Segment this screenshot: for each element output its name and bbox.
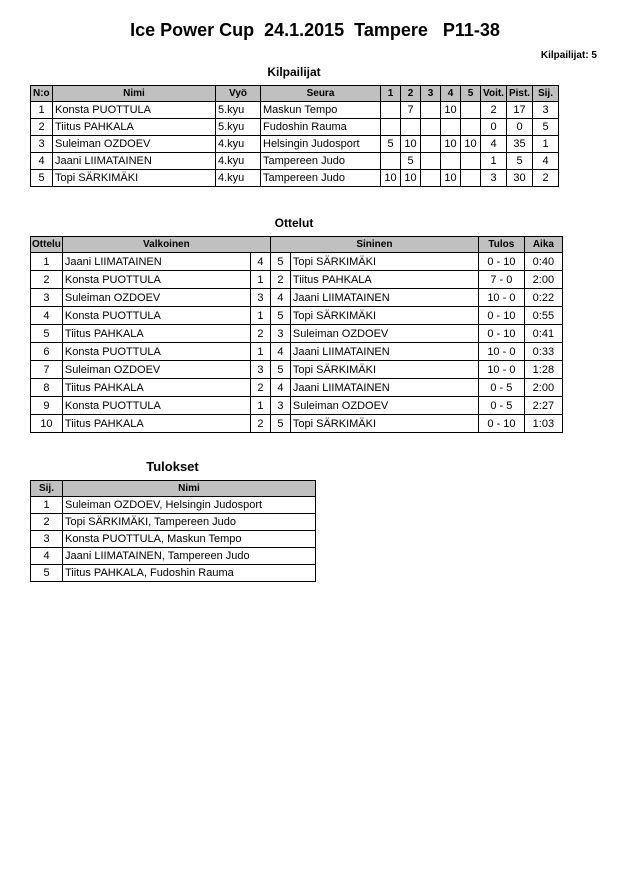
cell-sininen-num: 5 (270, 361, 290, 379)
table-row (31, 307, 563, 325)
cell-valkoinen-num: 4 (250, 253, 270, 271)
cell-nimi: Konsta PUOTTULA (53, 102, 216, 119)
cell-seura: Fudoshin Rauma (261, 119, 381, 136)
cell-sininen: Topi SÄRKIMÄKI (290, 253, 478, 271)
cell-sininen-num: 4 (270, 289, 290, 307)
cell-pist: 30 (507, 170, 533, 187)
cell-vyo: 5.kyu (216, 119, 261, 136)
table-row (31, 565, 316, 582)
cell-nimi: Jaani LIIMATAINEN, Tampereen Judo (63, 548, 316, 565)
cell-voit: 0 (481, 119, 507, 136)
cell-ottelu: 6 (31, 343, 63, 361)
header-ottelu: Ottelu (31, 237, 63, 253)
table-row (31, 361, 563, 379)
cell-aika: 0:55 (524, 307, 562, 325)
cell-sininen-num: 5 (270, 415, 290, 433)
table-row (31, 531, 316, 548)
cell-tulos: 0 - 5 (478, 397, 524, 415)
header-match-2: 2 (401, 86, 421, 102)
cell-ottelu: 5 (31, 325, 63, 343)
header-vyo: Vyö (216, 86, 261, 102)
table-row (31, 289, 563, 307)
cell-nimi: Konsta PUOTTULA, Maskun Tempo (63, 531, 316, 548)
cell-ottelu: 1 (31, 253, 63, 271)
cell-match-5 (461, 170, 481, 187)
cell-match-1 (381, 119, 401, 136)
cell-valkoinen: Suleiman OZDOEV (62, 361, 250, 379)
cell-no: 3 (31, 136, 53, 153)
cell-valkoinen: Tiitus PAHKALA (62, 379, 250, 397)
table-row (31, 119, 559, 136)
cell-valkoinen: Konsta PUOTTULA (62, 271, 250, 289)
page-title: Ice Power Cup 24.1.2015 Tampere P11-38 (130, 20, 500, 40)
cell-seura: Tampereen Judo (261, 170, 381, 187)
table-row (31, 253, 563, 271)
cell-sij: 2 (31, 514, 63, 531)
header-nimi: Nimi (63, 481, 316, 497)
cell-match-1 (381, 153, 401, 170)
table-row (31, 170, 559, 187)
results-table (30, 480, 316, 582)
cell-valkoinen: Tiitus PAHKALA (62, 325, 250, 343)
cell-aika: 1:28 (524, 361, 562, 379)
cell-match-5: 10 (461, 136, 481, 153)
results-table-header (31, 481, 316, 497)
header-match-1: 1 (381, 86, 401, 102)
table-row (31, 548, 316, 565)
cell-valkoinen: Tiitus PAHKALA (62, 415, 250, 433)
table-row (31, 415, 563, 433)
cell-valkoinen: Jaani LIIMATAINEN (62, 253, 250, 271)
cell-sininen: Suleiman OZDOEV (290, 397, 478, 415)
cell-pist: 0 (507, 119, 533, 136)
cell-match-2: 7 (401, 102, 421, 119)
cell-aika: 2:27 (524, 397, 562, 415)
cell-valkoinen-num: 1 (250, 397, 270, 415)
cell-aika: 2:00 (524, 379, 562, 397)
cell-sininen-num: 5 (270, 307, 290, 325)
cell-sininen: Topi SÄRKIMÄKI (290, 307, 478, 325)
matches-section-heading: Ottelut (274, 216, 314, 230)
cell-no: 5 (31, 170, 53, 187)
table-row (31, 343, 563, 361)
table-row (31, 397, 563, 415)
header-sij: Sij. (533, 86, 559, 102)
cell-sij: 4 (31, 548, 63, 565)
cell-pist: 35 (507, 136, 533, 153)
cell-match-4: 10 (441, 102, 461, 119)
cell-aika: 1:03 (524, 415, 562, 433)
cell-sininen-num: 3 (270, 325, 290, 343)
competitors-table (30, 85, 559, 187)
competitors-section-heading: Kilpailijat (267, 65, 321, 79)
competitors-count-label: Kilpailijat: 5 (540, 50, 597, 61)
cell-match-5 (461, 153, 481, 170)
cell-pist: 17 (507, 102, 533, 119)
cell-match-3 (421, 153, 441, 170)
cell-pist: 5 (507, 153, 533, 170)
cell-match-1: 5 (381, 136, 401, 153)
header-sininen: Sininen (270, 237, 478, 253)
cell-match-4 (441, 153, 461, 170)
cell-ottelu: 8 (31, 379, 63, 397)
cell-voit: 4 (481, 136, 507, 153)
cell-tulos: 10 - 0 (478, 343, 524, 361)
cell-vyo: 5.kyu (216, 102, 261, 119)
cell-aika: 0:33 (524, 343, 562, 361)
cell-sininen: Tiitus PAHKALA (290, 271, 478, 289)
header-voit: Voit. (481, 86, 507, 102)
cell-match-4 (441, 119, 461, 136)
cell-sininen: Jaani LIIMATAINEN (290, 379, 478, 397)
cell-tulos: 7 - 0 (478, 271, 524, 289)
cell-nimi: Suleiman OZDOEV, Helsingin Judosport (63, 497, 316, 514)
cell-nimi: Topi SÄRKIMÄKI, Tampereen Judo (63, 514, 316, 531)
table-row (31, 497, 316, 514)
results-section-heading: Tulokset (146, 459, 199, 474)
cell-sininen: Suleiman OZDOEV (290, 325, 478, 343)
header-match-5: 5 (461, 86, 481, 102)
cell-sij: 5 (31, 565, 63, 582)
header-no: N:o (31, 86, 53, 102)
cell-ottelu: 3 (31, 289, 63, 307)
cell-match-5 (461, 102, 481, 119)
header-pist: Pist. (507, 86, 533, 102)
cell-no: 1 (31, 102, 53, 119)
header-sij: Sij. (31, 481, 63, 497)
cell-match-1 (381, 102, 401, 119)
cell-sininen-num: 2 (270, 271, 290, 289)
cell-valkoinen-num: 2 (250, 415, 270, 433)
cell-sininen: Jaani LIIMATAINEN (290, 343, 478, 361)
cell-valkoinen-num: 2 (250, 379, 270, 397)
cell-match-1: 10 (381, 170, 401, 187)
cell-match-3 (421, 119, 441, 136)
cell-ottelu: 2 (31, 271, 63, 289)
cell-aika: 0:40 (524, 253, 562, 271)
table-row (31, 153, 559, 170)
cell-match-4: 10 (441, 170, 461, 187)
cell-valkoinen: Konsta PUOTTULA (62, 397, 250, 415)
cell-nimi: Tiitus PAHKALA, Fudoshin Rauma (63, 565, 316, 582)
cell-sij: 3 (31, 531, 63, 548)
cell-seura: Maskun Tempo (261, 102, 381, 119)
cell-ottelu: 4 (31, 307, 63, 325)
table-row (31, 102, 559, 119)
cell-nimi: Suleiman OZDOEV (53, 136, 216, 153)
cell-sij: 1 (533, 136, 559, 153)
cell-sij: 5 (533, 119, 559, 136)
cell-sininen: Topi SÄRKIMÄKI (290, 415, 478, 433)
cell-match-2: 10 (401, 170, 421, 187)
cell-vyo: 4.kyu (216, 136, 261, 153)
table-row (31, 136, 559, 153)
cell-valkoinen-num: 2 (250, 325, 270, 343)
cell-valkoinen-num: 3 (250, 289, 270, 307)
header-aika: Aika (524, 237, 562, 253)
cell-ottelu: 10 (31, 415, 63, 433)
cell-sij: 2 (533, 170, 559, 187)
cell-seura: Helsingin Judosport (261, 136, 381, 153)
cell-aika: 2:00 (524, 271, 562, 289)
cell-seura: Tampereen Judo (261, 153, 381, 170)
cell-tulos: 0 - 5 (478, 379, 524, 397)
cell-match-4: 10 (441, 136, 461, 153)
cell-sij: 1 (31, 497, 63, 514)
matches-table (30, 236, 563, 433)
cell-sininen-num: 3 (270, 397, 290, 415)
cell-valkoinen-num: 1 (250, 343, 270, 361)
cell-valkoinen: Konsta PUOTTULA (62, 343, 250, 361)
cell-valkoinen: Konsta PUOTTULA (62, 307, 250, 325)
cell-match-2 (401, 119, 421, 136)
cell-match-3 (421, 170, 441, 187)
cell-match-5 (461, 119, 481, 136)
cell-valkoinen-num: 3 (250, 361, 270, 379)
cell-sininen: Jaani LIIMATAINEN (290, 289, 478, 307)
cell-sininen-num: 4 (270, 379, 290, 397)
cell-tulos: 10 - 0 (478, 361, 524, 379)
table-row (31, 325, 563, 343)
cell-voit: 3 (481, 170, 507, 187)
cell-ottelu: 9 (31, 397, 63, 415)
header-row (31, 481, 316, 497)
cell-match-3 (421, 102, 441, 119)
header-nimi: Nimi (53, 86, 216, 102)
cell-tulos: 0 - 10 (478, 253, 524, 271)
cell-sij: 3 (533, 102, 559, 119)
cell-nimi: Topi SÄRKIMÄKI (53, 170, 216, 187)
header-valkoinen: Valkoinen (62, 237, 270, 253)
cell-tulos: 0 - 10 (478, 415, 524, 433)
cell-sininen-num: 5 (270, 253, 290, 271)
table-row (31, 514, 316, 531)
matches-table-header (31, 237, 563, 253)
header-tulos: Tulos (478, 237, 524, 253)
competitors-table-header (31, 86, 559, 102)
cell-vyo: 4.kyu (216, 170, 261, 187)
table-row (31, 271, 563, 289)
header-match-3: 3 (421, 86, 441, 102)
cell-vyo: 4.kyu (216, 153, 261, 170)
cell-voit: 2 (481, 102, 507, 119)
cell-aika: 0:41 (524, 325, 562, 343)
cell-no: 2 (31, 119, 53, 136)
cell-aika: 0:22 (524, 289, 562, 307)
cell-tulos: 10 - 0 (478, 289, 524, 307)
cell-match-3 (421, 136, 441, 153)
cell-valkoinen-num: 1 (250, 307, 270, 325)
cell-valkoinen: Suleiman OZDOEV (62, 289, 250, 307)
cell-valkoinen-num: 1 (250, 271, 270, 289)
table-row (31, 379, 563, 397)
cell-tulos: 0 - 10 (478, 325, 524, 343)
cell-ottelu: 7 (31, 361, 63, 379)
cell-voit: 1 (481, 153, 507, 170)
header-seura: Seura (261, 86, 381, 102)
cell-match-2: 5 (401, 153, 421, 170)
cell-no: 4 (31, 153, 53, 170)
cell-tulos: 0 - 10 (478, 307, 524, 325)
cell-match-2: 10 (401, 136, 421, 153)
cell-nimi: Tiitus PAHKALA (53, 119, 216, 136)
cell-sininen-num: 4 (270, 343, 290, 361)
header-row (31, 86, 559, 102)
header-row (31, 237, 563, 253)
cell-sininen: Topi SÄRKIMÄKI (290, 361, 478, 379)
cell-sij: 4 (533, 153, 559, 170)
header-match-4: 4 (441, 86, 461, 102)
cell-nimi: Jaani LIIMATAINEN (53, 153, 216, 170)
